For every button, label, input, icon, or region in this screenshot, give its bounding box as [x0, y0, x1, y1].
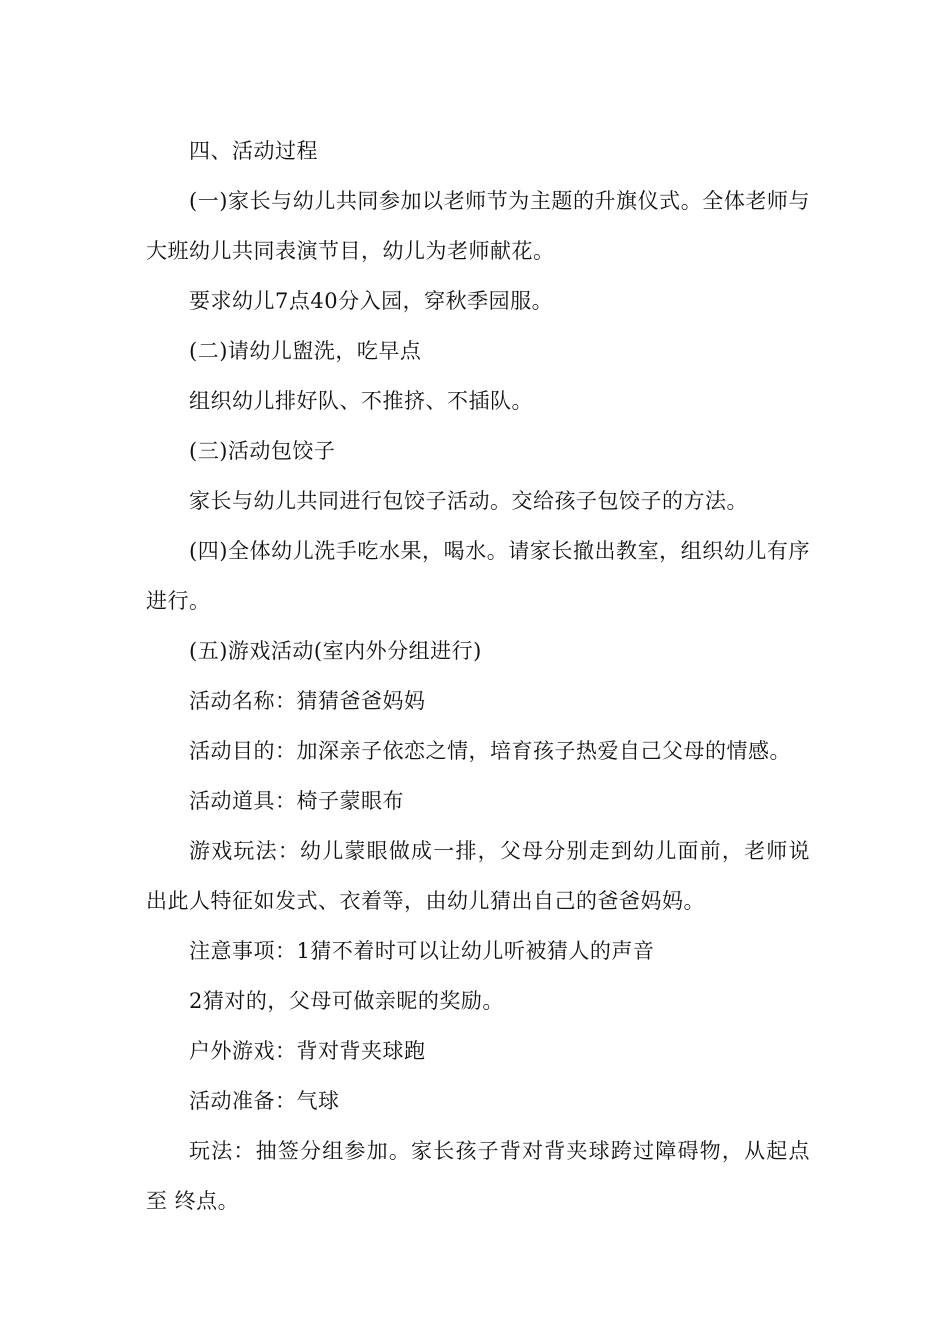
- paragraph: 2猜对的，父母可做亲昵的奖励。: [189, 989, 504, 1013]
- paragraph: 注意事项：1猜不着时可以让幼儿听被猜人的声音: [189, 939, 655, 963]
- paragraph: 家长与幼儿共同进行包饺子活动。交给孩子包饺子的方法。: [189, 489, 748, 513]
- document-body: [146, 126, 810, 1226]
- paragraph: 组织幼儿排好队、不推挤、不插队。: [189, 389, 533, 413]
- paragraph: (二)请幼儿盥洗，吃早点: [189, 339, 422, 363]
- paragraph: (三)活动包饺子: [189, 439, 336, 463]
- paragraph: (一)家长与幼儿共同参加以老师节为主题的升旗仪式。全体老师与大班幼儿共同表演节目，幼儿为老师献花。: [146, 189, 810, 263]
- paragraph: 活动准备：气球: [189, 1089, 340, 1113]
- paragraph: 活动道具：椅子蒙眼布: [189, 789, 404, 813]
- paragraph: 户外游戏：背对背夹球跑: [189, 1039, 426, 1063]
- section-heading: 四、活动过程: [189, 139, 318, 163]
- paragraph: 游戏玩法：幼儿蒙眼做成一排，父母分别走到幼儿面前，老师说出此人特征如发式、衣着等，由幼儿猜出自己的爸爸妈妈。: [146, 839, 810, 913]
- paragraph: 要求幼儿7点40分入园，穿秋季园服。: [189, 289, 554, 313]
- paragraph: 活动名称：猜猜爸爸妈妈: [189, 689, 426, 713]
- paragraph: 玩法：抽签分组参加。家长孩子背对背夹球跨过障碍物，从起点至 终点。: [146, 1139, 810, 1213]
- paragraph: (四)全体幼儿洗手吃水果，喝水。请家长撤出教室，组织幼儿有序进行。: [146, 539, 810, 613]
- paragraph: (五)游戏活动(室内外分组进行): [189, 639, 482, 663]
- paragraph: 活动目的：加深亲子依恋之情，培育孩子热爱自己父母的情感。: [189, 739, 791, 763]
